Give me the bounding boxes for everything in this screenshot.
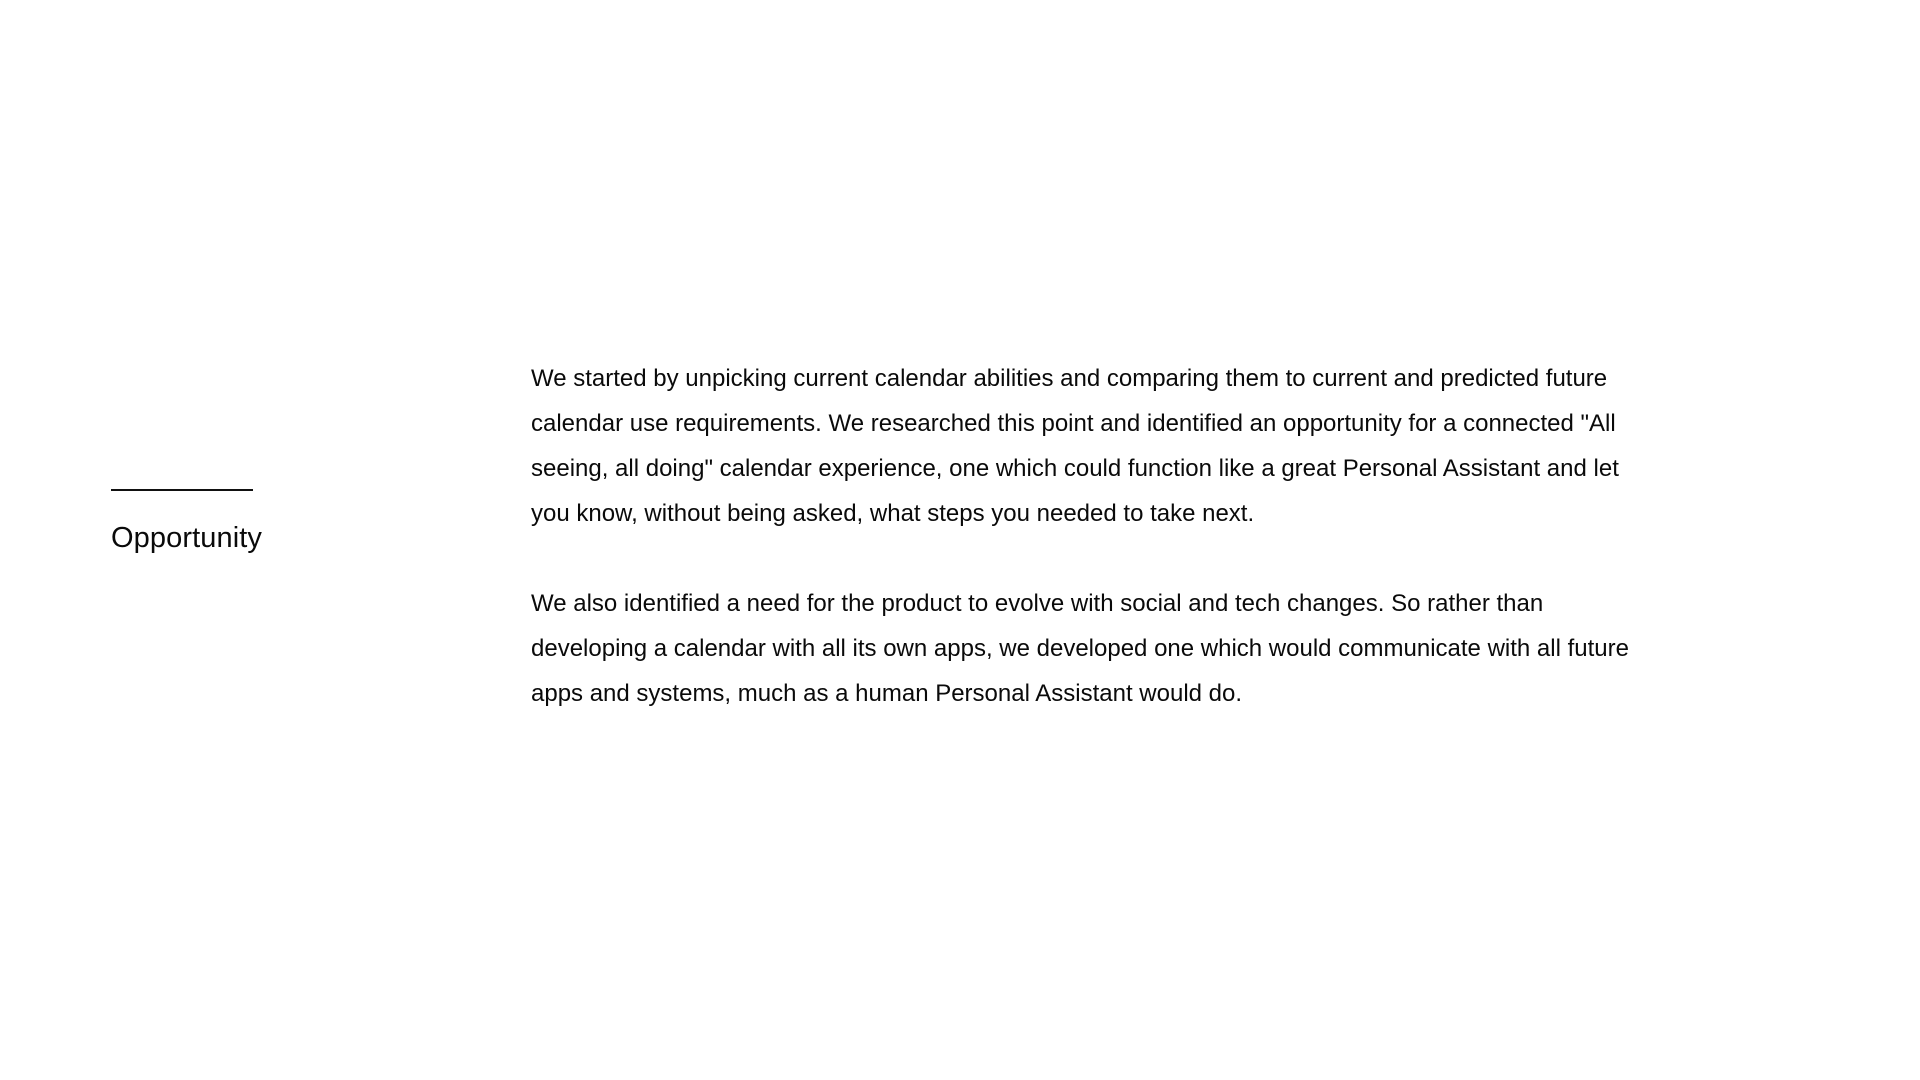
body-paragraph: We also identified a need for the product to evolve with social and tech changes. So rather than developing a calendar with all its own apps, we developed one which would communicate with all future apps and systems, much as a human Personal Assistant would do. (531, 590, 1629, 707)
section-heading: Opportunity (111, 522, 263, 554)
body-copy (531, 356, 1631, 716)
body-paragraph: We started by unpicking current calendar abilities and comparing them to current and predicted future calendar use requirements. We researched this point and identified an opportunity for a connected "All seeing, all doing" calendar experience, one which could function like a great Personal Assistant and let you know, without being asked, what steps you needed to take next. (531, 365, 1619, 527)
section-divider (111, 489, 253, 491)
